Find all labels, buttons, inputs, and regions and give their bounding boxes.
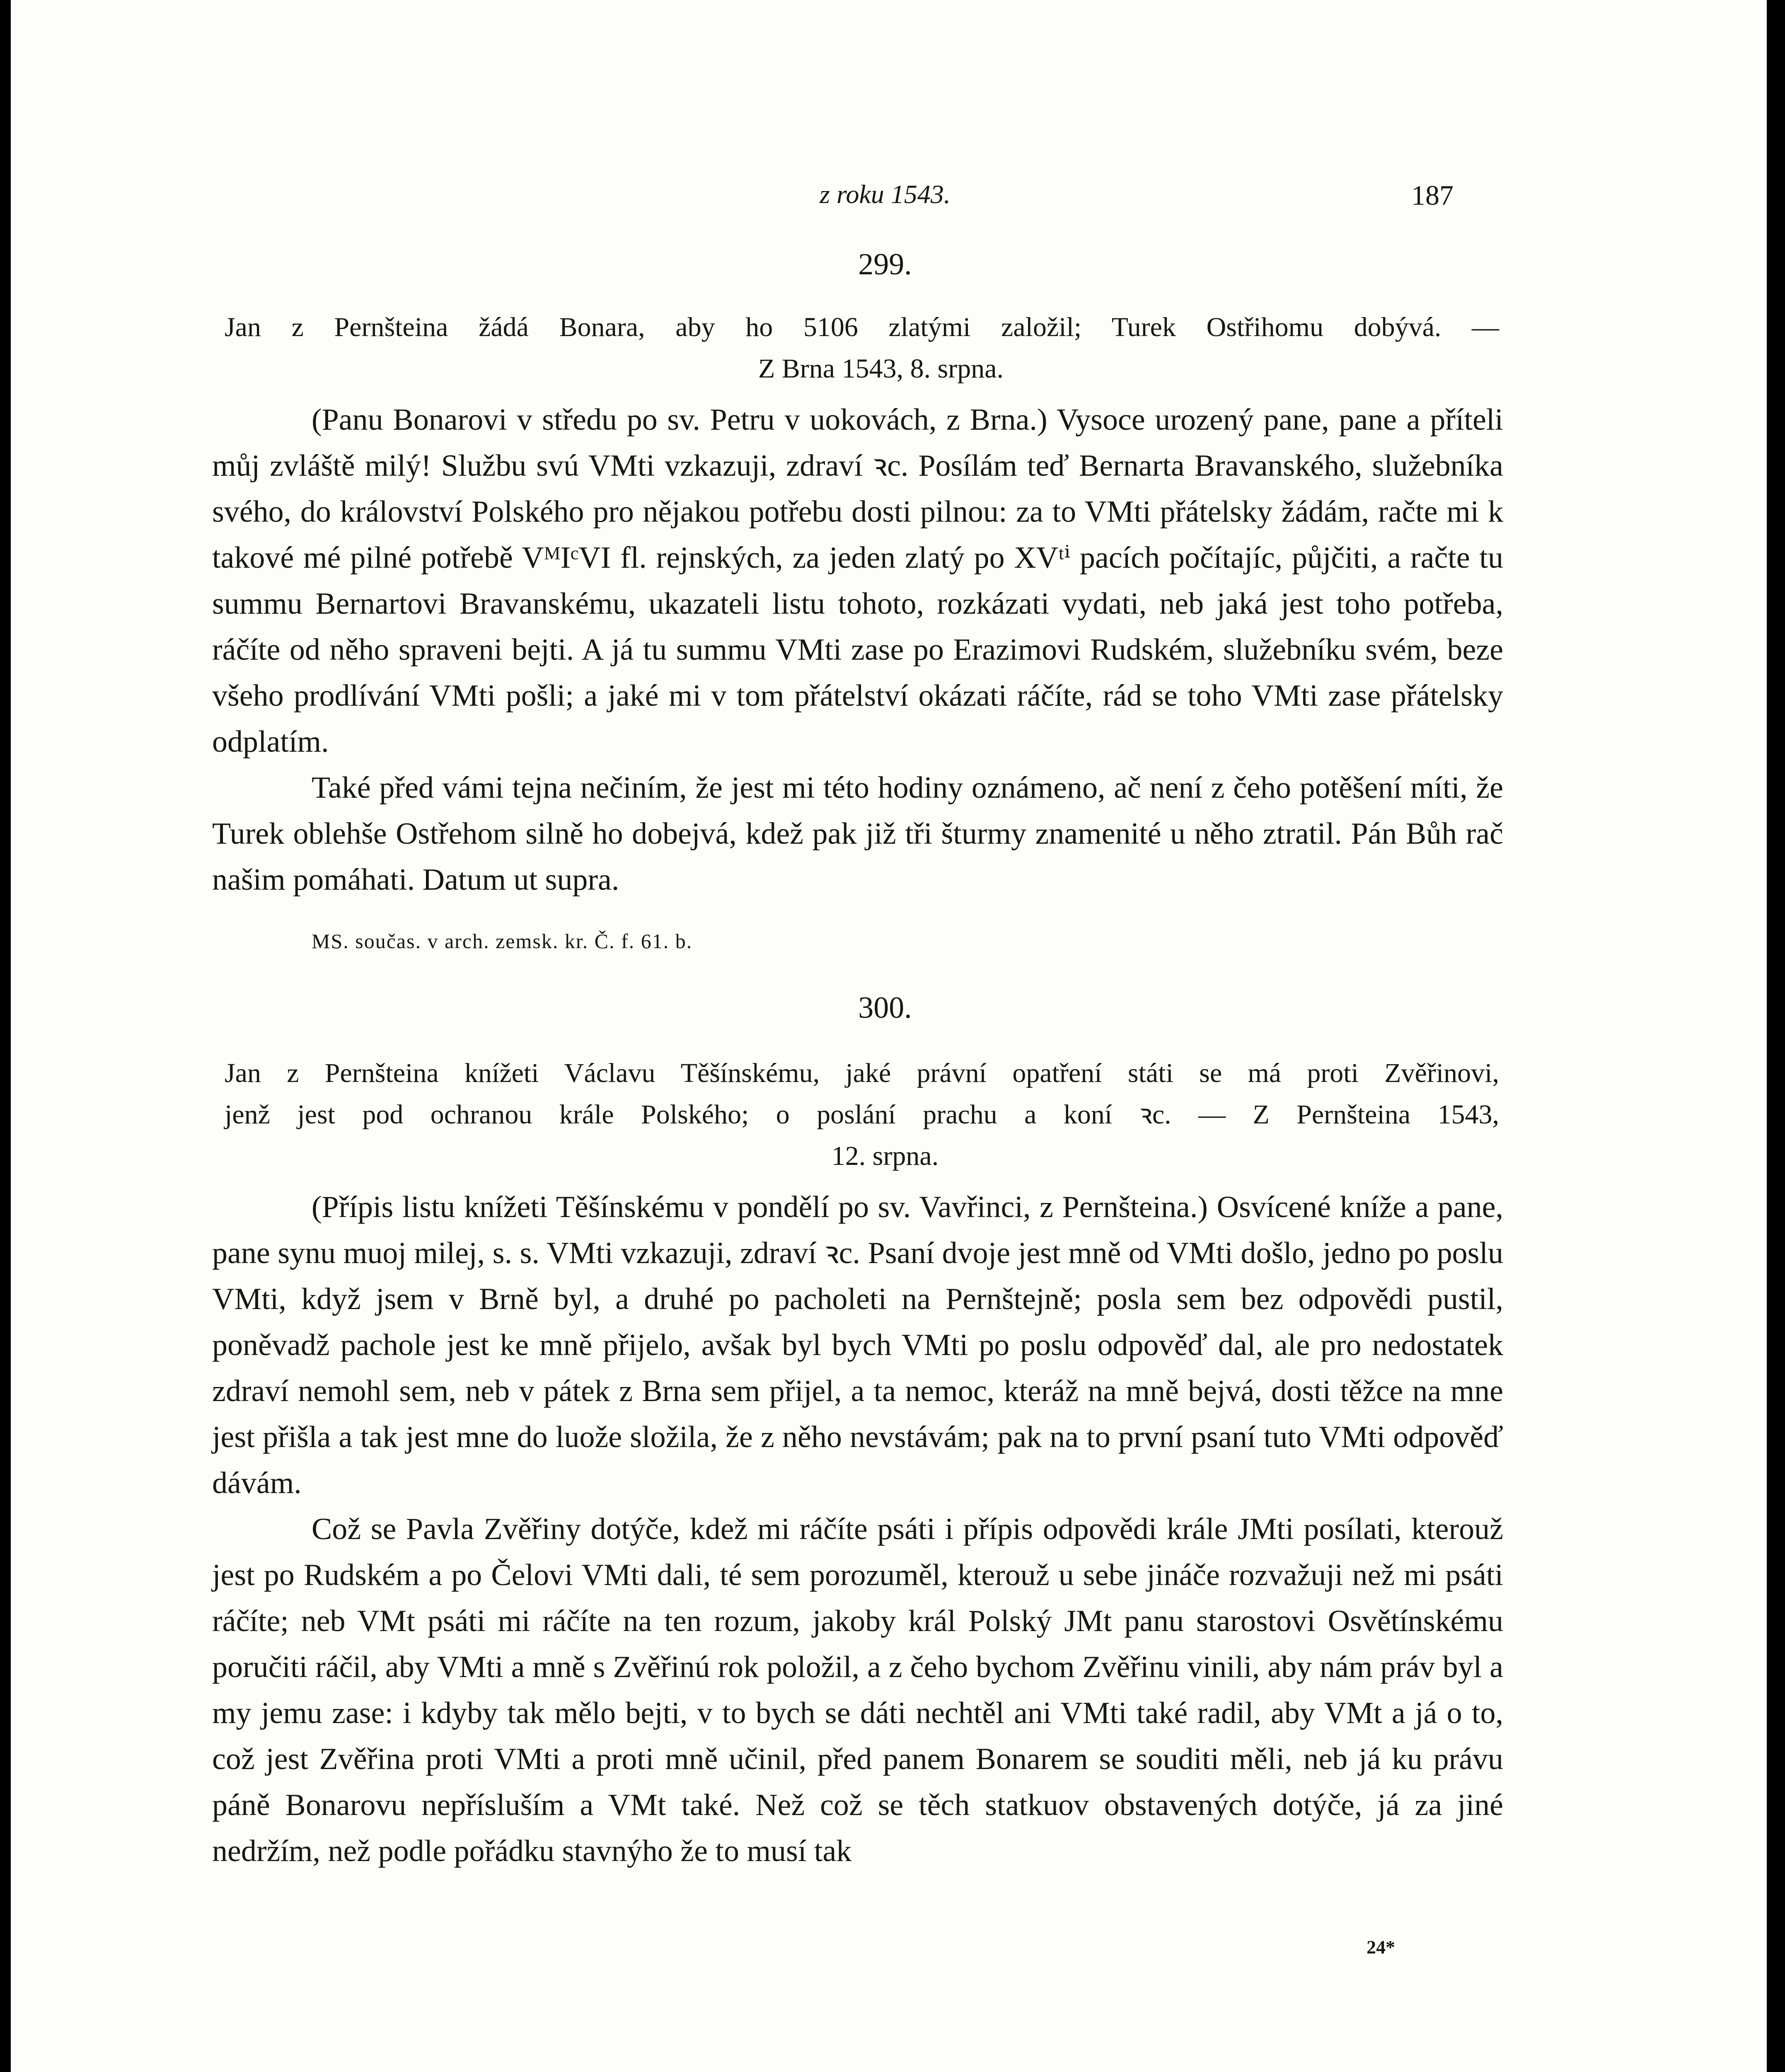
document-number-299: 299. [858, 247, 912, 281]
doc299-summary-line-2: Z Brna 1543, 8. srpna. [758, 353, 1004, 384]
page-number: 187 [1411, 179, 1454, 211]
doc300-summary-line-1: Jan z Pernšteina knížeti Václavu Těšínskému, jaké právní opatření státi se má proti Zvěřinovi, [225, 1058, 1499, 1088]
doc299-paragraph-2: Také před vámi tejna nečiním, že jest mi této hodiny oznámeno, ač není z čeho potěšení míti, že Turek oblehše Ostřehom silně ho dobejvá, kdež pak již tři šturmy znamenité u něho ztratil. Pán Bůh rač našim pomáhati. Datum ut supra. [212, 771, 1503, 897]
doc300-summary-line-2: jenž jest pod ochranou krále Polského; o poslání prachu a koní ꝛc. — Z Pernšteina 1543, [225, 1099, 1499, 1130]
running-title: z roku 1543. [820, 179, 951, 209]
document-number-300: 300. [858, 991, 912, 1025]
book-page [11, 0, 1767, 2072]
doc299-summary-line-1: Jan z Pernšteina žádá Bonara, aby ho 5106 zlatými založil; Turek Ostřihomu dobývá. — [225, 312, 1499, 342]
doc300-body [212, 1184, 1503, 1874]
doc299-body [212, 397, 1503, 903]
doc300-summary-line-3: 12. srpna. [831, 1141, 939, 1171]
doc299-source-note: MS. součas. v arch. zemsk. kr. Č. f. 61. b. [312, 929, 693, 953]
doc300-paragraph-2: Což se Pavla Zvěřiny dotýče, kdež mi ráčíte psáti i přípis odpovědi krále JMti posílati, kterouž jest po Rudském a po Čelovi VMti dali, té sem porozuměl, kterouž u sebe jináče rozvažuji než mi psáti ráčíte; neb VMt psáti mi ráčíte na ten rozum, jakoby král Polský JMt panu starostovi Osvětínskému poručiti ráčil, aby VMti a mně s Zvěřinú rok položil, a z čeho bychom Zvěřinu vinili, aby nám práv byl a my jemu zase: i kdyby tak mělo bejti, v to bych se dáti nechtěl ani VMti také radil, aby VMt a já o to, což jest Zvěřina proti VMti a proti mně učinil, před panem Bonarem se souditi měli, neb já ku právu páně Bonarovu nepřísluším a VMt také. Než což se těch statkuov obstavených dotýče, já za jiné nedržím, než podle pořádku stavnýho že to musí tak [212, 1512, 1503, 1868]
doc300-paragraph-1: (Přípis listu knížeti Těšínskému v pondělí po sv. Vavřinci, z Pernšteina.) Osvícené kníže a pane, pane synu muoj milej, s. s. VMti vzkazuji, zdraví ꝛc. Psaní dvoje jest mně od VMti došlo, jedno po poslu VMti, když jsem v Brně byl, a druhé po pacholeti na Pernštejně; posla sem bez odpovědi pustil, poněvadž pachole jest ke mně přijelo, avšak byl bych VMti po poslu odpověď dal, ale pro nedostatek zdraví nemohl sem, neb v pátek z Brna sem přijel, a ta nemoc, kteráž na mně bejvá, dosti těžce na mne jest přišla a tak jest mne do luože složila, že z něho nevstávám; pak na to první psaní tuto VMti odpověď dávám. [212, 1190, 1503, 1500]
doc299-paragraph-1: (Panu Bonarovi v středu po sv. Petru v uokovách, z Brna.) Vysoce urozený pane, pane a příteli můj zvláště milý! Službu svú VMti vzkazuji, zdraví ꝛc. Posílám teď Bernarta Bravanského, služebníka svého, do království Polského pro nějakou potřebu dosti pilnou: za to VMti přátelsky žádám, račte mi k takové mé pilné potřebě VᴹIᶜVI fl. rejnských, za jeden zlatý po XVᵗⁱ pacích počítajíc, půjčiti, a račte tu summu Bernartovi Bravanskému, ukazateli listu tohoto, rozkázati vydati, neb jaká jest toho potřeba, ráčíte od něho spraveni bejti. A já tu summu VMti zase po Erazimovi Rudském, služebníku svém, beze všeho prodlívání VMti pošli; a jaké mi v tom přátelství okázati ráčíte, rád se toho VMti zase přátelsky odplatím. [212, 403, 1503, 759]
signature-mark: 24* [1367, 1936, 1395, 1958]
